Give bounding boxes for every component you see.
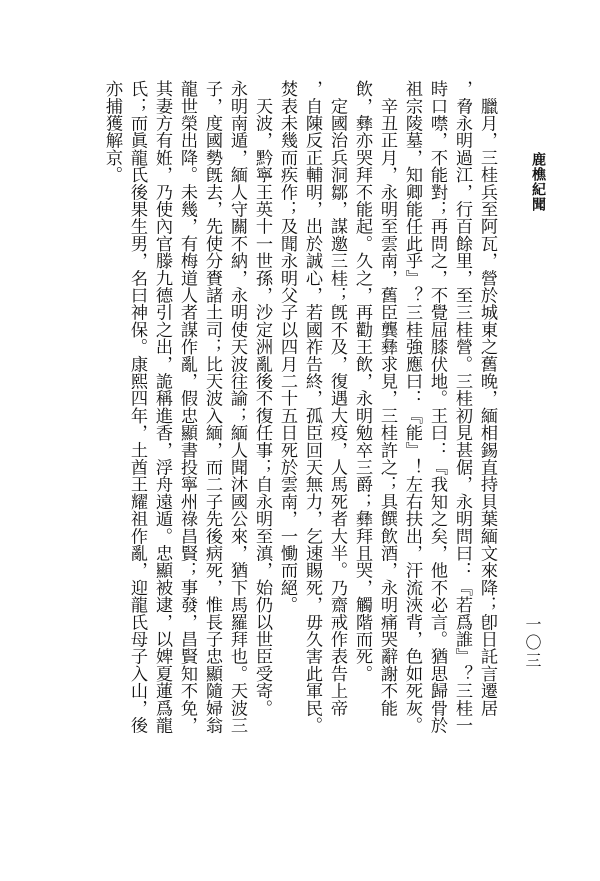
text-column: 臘月，三桂兵至阿瓦，營於城東之舊晚，緬相錫直持貝葉緬文來降；卽日託言遷居 [477, 80, 497, 717]
text-column: 焚表未幾而疾作；及聞永明父子以四月二十五日死於雲南，一慟而絕。 [277, 80, 297, 614]
text-column: ，自陳反正輔明，出於誠心，若國祚告終，孤臣回天無力，乞速賜死，毋久害此軍民。 [302, 80, 322, 734]
text-column: 辛丑正月，永明至雲南，舊臣龔彝求見，三桂許之；具饌飲酒，永明痛哭辭謝不能 [377, 80, 397, 717]
text-column: 氏；而眞龍氏後果生男，名曰神保。康熙四年，土酋王耀祖作亂，迎龍氏母子入山，後 [127, 80, 147, 734]
text-column: 飲，彝亦哭拜不能起。久之，再勸王飲，永明勉卒三爵；彝拜且哭，觸階而死。 [352, 80, 372, 682]
text-column: 時口噤，不能對；再問之，不覺屈膝伏地。王曰：『我知之矣，他不必言。猶思歸骨於 [427, 80, 447, 734]
text-column: 子，度國勢旣去，先使分賚諸土司；比天波入緬，而二子先後病死，惟長子忠顯隨婦翁 [202, 80, 222, 734]
text-column: 其妻方有姙，乃使內官滕九德引之出，詭稱進香，浮舟遠遁。忠顯被逮，以婢夏蓮爲龍 [152, 80, 172, 734]
text-column: 祖宗陵墓，知卿能任此乎』？三桂強應曰：『能』！左右扶出，汗流浹背，色如死灰。 [402, 80, 422, 734]
book-title-header: 鹿樵紀聞 [530, 152, 546, 212]
page-number: 一〇三 [523, 616, 542, 670]
text-column: 天波，黔寧王英十一世孫，沙定洲亂後不復任事；自永明至滇，始仍以世臣受寄。 [252, 80, 272, 717]
text-column: 定國治兵洞鄒，謀邀三桂；旣不及，復遇大疫，人馬死者大半。乃齋戒作表告上帝 [327, 80, 347, 717]
text-column: 亦捕獲解京。 [102, 80, 122, 184]
text-column: ，脅永明過江，行百餘里，至三桂營。三桂初見甚倨，永明問曰：『若爲誰』？三桂一 [452, 80, 472, 734]
text-column: 永明南遁，緬人守關不納，永明使天波往諭；緬人聞沐國公來，猶下馬羅拜也。天波三 [227, 80, 247, 734]
text-column: 龍世榮出降。未幾，有梅道人者謀作亂，假忠顯書投寧州祿昌賢；事發，昌賢知不免， [177, 80, 197, 734]
